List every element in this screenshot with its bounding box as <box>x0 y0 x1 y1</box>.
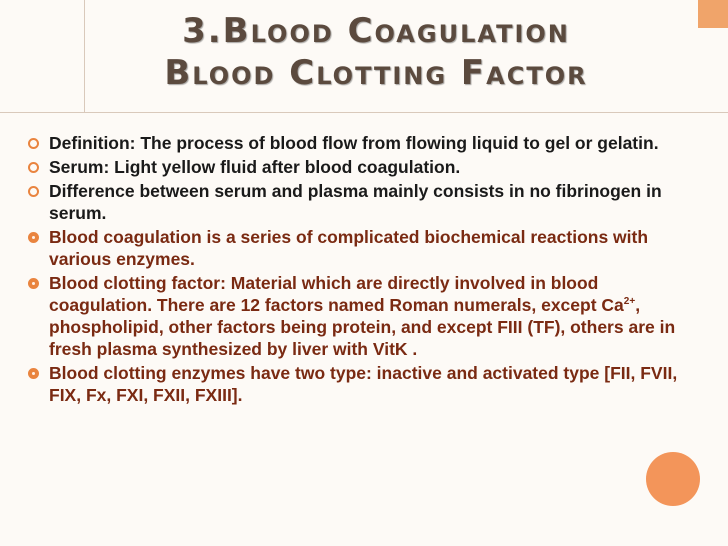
bullet-text: Blood clotting enzymes have two type: inactive and activated type [FII, FVII, FIX, Fx, FXI, FXII, FXIII]. <box>49 363 678 405</box>
title-line-1: 3.Blood Coagulation <box>182 11 570 51</box>
superscript-charge: 2+ <box>623 296 636 308</box>
vertical-rule <box>84 0 85 112</box>
slide-title <box>96 10 656 94</box>
bullet-text: Definition: The process of blood flow from flowing liquid to gel or gelatin. <box>49 133 659 153</box>
horizontal-rule <box>0 112 728 113</box>
bullet-list <box>26 132 702 408</box>
bullet-clotting-factor <box>26 272 702 360</box>
bullet-text-before: Blood clotting factor: Material which are directly involved in blood coagulation. There are 12 factors named Roman numerals, except Ca <box>49 273 624 315</box>
bullet-coagulation-reactions <box>26 226 702 270</box>
bullet-ring-icon <box>28 162 39 173</box>
bullet-text: Serum: Light yellow fluid after blood coagulation. <box>49 157 461 177</box>
bullet-ring-icon <box>28 278 39 289</box>
bullet-clotting-enzymes <box>26 362 702 406</box>
bullet-serum <box>26 156 702 178</box>
bullet-ring-icon <box>28 138 39 149</box>
bullet-text: Difference between serum and plasma mainly consists in no fibrinogen in serum. <box>49 181 662 223</box>
bullet-text-after: , phospholipid, other factors being protein, and except FIII (TF), others are in fresh plasma synthesized by liver with VitK . <box>49 295 676 359</box>
bullet-text: Blood coagulation is a series of complicated biochemical reactions with various enzymes. <box>49 227 649 269</box>
bullet-ring-icon <box>28 368 39 379</box>
bullet-difference <box>26 180 702 224</box>
bullet-definition <box>26 132 702 154</box>
title-line-2: Blood Clotting Factor <box>164 53 588 93</box>
bullet-ring-icon <box>28 232 39 243</box>
bullet-ring-icon <box>28 186 39 197</box>
corner-accent-square <box>698 0 728 28</box>
decorative-circle <box>646 452 700 506</box>
